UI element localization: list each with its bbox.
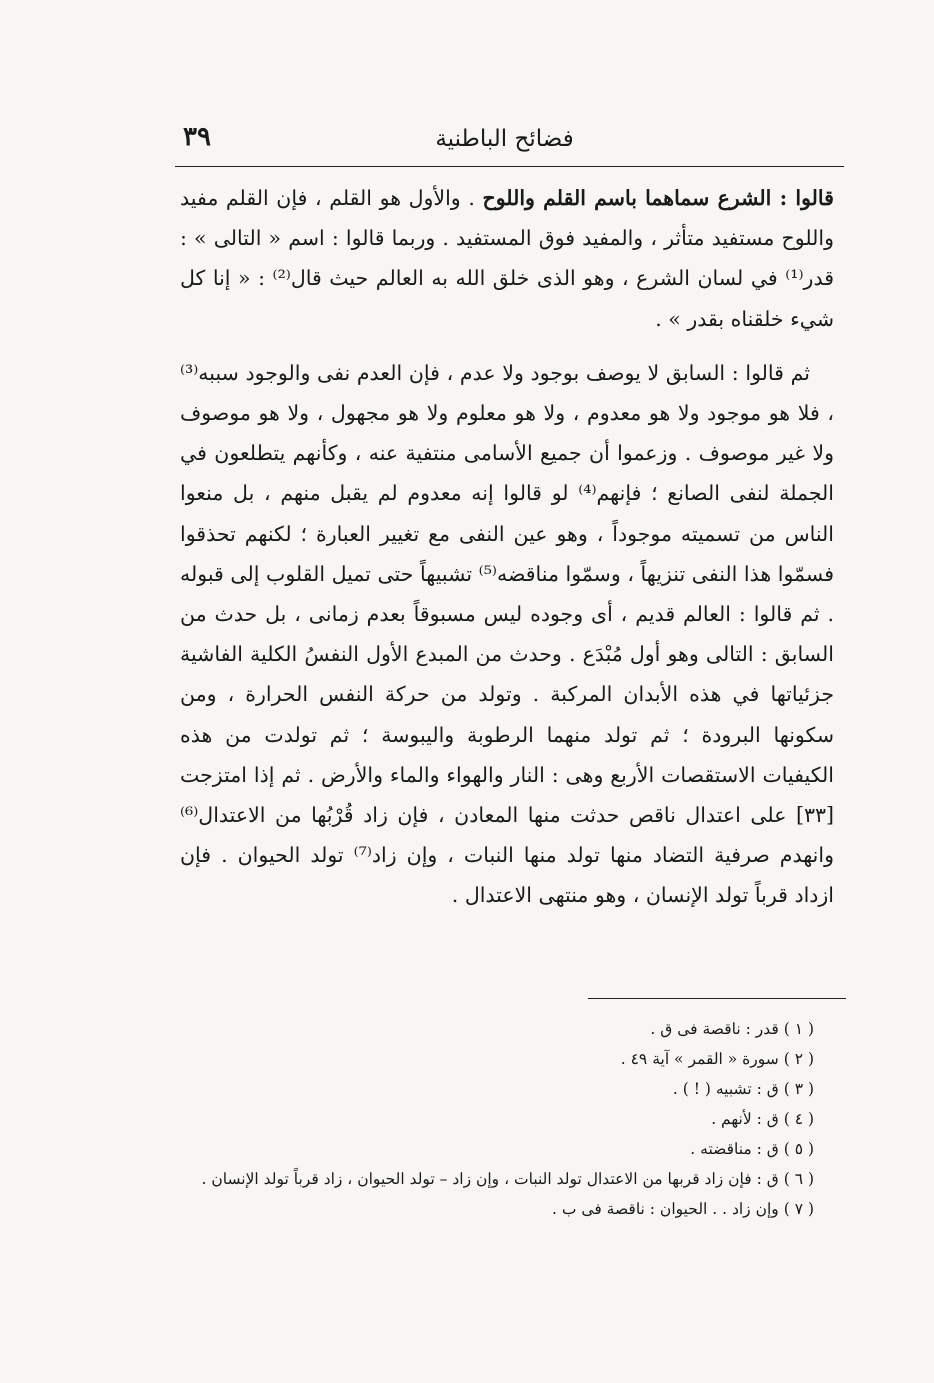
paragraph-2: ثم قالوا : السابق لا يوصف بوجود ولا عدم ، فإن العدم نفى والوجود سببه⁽³⁾ ، فلا هو موجود ولا هو معدوم ، ولا هو معلوم ولا هو مجهول ، ولا هو موصوف ولا غير موصوف . وزعموا أن جميع الأسامى منتفية عنه ، وكأنهم يتطلعون في الجملة لنفى الصانع ؛ فإنهم⁽⁴⁾ لو قالوا إنه معدوم لم يقبل منهم ، بل منعوا الناس من تسميته موجوداً ، وهو عين النفى مع تغيير العبارة ؛ لكنهم تحذقوا فسمّوا هذا النفى تنزيهاً ، وسمّوا مناقضه⁽⁵⁾ تشبيهاً حتى تميل القلوب إلى قبوله . ثم قالوا : العالم قديم ، أى وجوده ليس مسبوقاً بعدم زمانى ، بل حدث من السابق : التالى وهو أول مُبْدَع . وحدث من المبدع الأول النفسُ الكلية الفاشية جزئياتها في هذه الأبدان المركبة . وتولد من حركة النفس الحرارة ، ومن سكونها البرودة ؛ ثم تولد منهما الرطوبة واليبوسة ؛ ثم تولدت من هذه الكيفيات الاستقصات الأربع وهى : النار والهواء والماء والأرض . ثم إذا امتزجت [٣٣] على اعتدال ناقص حدثت منها المعادن ، فإن زاد قُرْبُها من الاعتدال⁽⁶⁾ وانهدم صرفية التضاد منها تولد منها النبات ، وإن زاد⁽⁷⁾ تولد الحيوان . فإن ازداد قرباً تولد الإنسان ، وهو منتهى الاعتدال . <box>180 360 835 908</box>
footnote-6: ( ٦ ) ق : فإن زاد قربها من الاعتدال تولد النبات ، وإن زاد – تولد الحيوان ، زاد قرباً تولد الإنسان . <box>201 1170 814 1188</box>
footnote-2: ( ٢ ) سورة « القمر » آية ٤٩ . <box>620 1050 814 1068</box>
page-number: ٣٩ <box>183 122 211 152</box>
footnotes <box>185 1014 814 1224</box>
footnote-rule <box>588 998 846 999</box>
footnote-1: ( ١ ) قدر : ناقصة فى ق . <box>650 1020 814 1038</box>
paragraph-1 <box>180 178 834 339</box>
footnote-5: ( ٥ ) ق : مناقضته . <box>690 1140 814 1158</box>
footnote-7: ( ٧ ) وإن زاد . . الحيوان : ناقصة فى ب . <box>552 1200 814 1218</box>
paragraph-1-text: . والأول هو القلم ، فإن القلم مفيد واللوح مستفيد متأثر ، والمفيد فوق المستفيد . وربما قالوا : اسم « التالى » : قدر⁽¹⁾ في لسان الشرع ، وهو الذى خلق الله به العالم حيث قال⁽²⁾ : « إنا كل شيء خلقناه بقدر » . <box>180 186 835 331</box>
footnote-4: ( ٤ ) ق : لأنهم . <box>711 1110 814 1128</box>
main-text <box>180 178 834 916</box>
footnote-3: ( ٣ ) ق : تشبيه ( ! ) . <box>672 1080 814 1098</box>
running-title: فضائح الباطنية <box>435 126 574 152</box>
header-rule <box>175 166 844 167</box>
paragraph-gap <box>180 339 834 353</box>
paragraph-1-lead: قالوا : الشرع سماهما باسم القلم واللوح <box>482 186 834 210</box>
running-head <box>175 118 834 168</box>
